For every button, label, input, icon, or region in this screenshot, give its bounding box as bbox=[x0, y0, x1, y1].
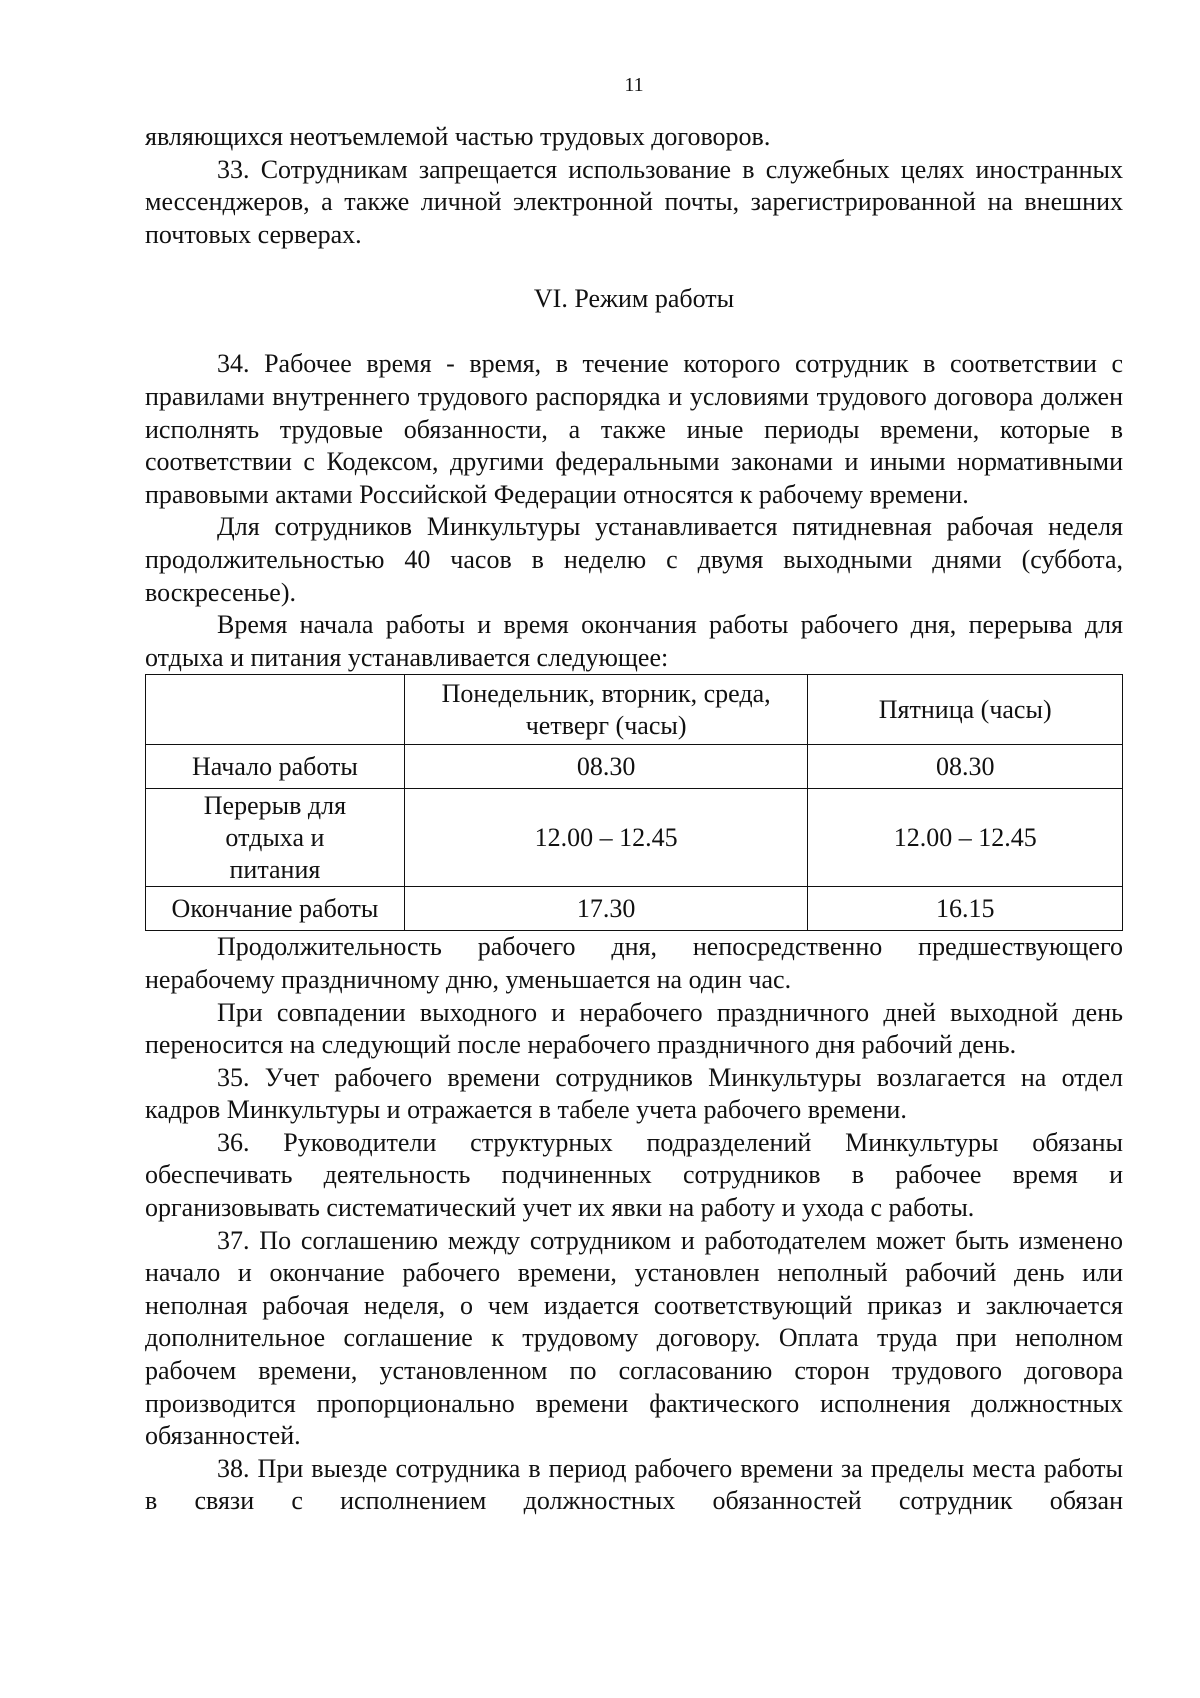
table-row bbox=[146, 789, 1123, 887]
section-title: VI. Режим работы bbox=[533, 284, 735, 314]
paragraph-continuation: являющихся неотъемлемой частью трудовых договоров. bbox=[145, 122, 771, 151]
table-cell-mon-thu: 08.30 bbox=[404, 745, 808, 789]
table-cell-mon-thu: 17.30 bbox=[404, 887, 808, 931]
table-header-empty bbox=[146, 675, 405, 745]
table-cell-label: Окончание работы bbox=[146, 887, 405, 931]
table-header-mon-thu: Понедельник, вторник, среда, четверг (часы) bbox=[404, 675, 808, 745]
table-cell-mon-thu: 12.00 – 12.45 bbox=[404, 789, 808, 887]
paragraph-work-week: Для сотрудников Минкультуры устанавливается пятидневная рабочая неделя продолжительностью 40 часов в неделю с двумя выходными днями (суббота, воскресенье). bbox=[145, 512, 1123, 607]
table-header-row bbox=[146, 675, 1123, 745]
work-schedule-table bbox=[145, 674, 1123, 931]
table-cell-fri: 16.15 bbox=[808, 887, 1123, 931]
paragraph-clause-35: 35. Учет рабочего времени сотрудников Минкультуры возлагается на отдел кадров Минкультуры и отражается в табеле учета рабочего времени. bbox=[145, 1062, 1123, 1125]
table-row bbox=[146, 887, 1123, 931]
paragraph-clause-37: 37. По соглашению между сотрудником и работодателем может быть изменено начало и окончание рабочего времени, установлен неполный рабочий день или неполная рабочая неделя, о чем издается соответствующий приказ и заключается дополнительное соглашение к трудовому договору. Оплата труда при неполном рабочем времени, установленном по согласованию сторон трудового договора производится пропорционально времени фактического исполнения должностных обязанностей. bbox=[145, 1225, 1123, 1451]
paragraph-clause-33: 33. Сотрудникам запрещается использование в служебных целях иностранных мессенджеров, а также личной электронной почты, зарегистрированной на внешних почтовых серверах. bbox=[145, 154, 1123, 249]
table-cell-label: Перерыв для отдыха и питания bbox=[146, 789, 405, 887]
table-header-fri: Пятница (часы) bbox=[808, 675, 1123, 745]
table-row bbox=[146, 745, 1123, 789]
paragraph-clause-36: 36. Руководители структурных подразделений Минкультуры обязаны обеспечивать деятельность подчиненных сотрудников в рабочее время и организовывать систематический учет их явки на работу и ухода с работы. bbox=[145, 1127, 1123, 1223]
paragraph-schedule-intro: Время начала работы и время окончания работы рабочего дня, перерыва для отдыха и питания устанавливается следующее: bbox=[145, 610, 1123, 672]
page-number: 11 bbox=[624, 74, 644, 96]
paragraph-pre-holiday: Продолжительность рабочего дня, непосредственно предшествующего нерабочему праздничному дню, уменьшается на один час. bbox=[145, 932, 1123, 994]
paragraph-clause-34: 34. Рабочее время - время, в течение которого сотрудник в соответствии с правилами внутреннего трудового распорядка и условиями трудового договора должен исполнять трудовые обязанности, а также иные периоды времени, которые в соответствии с Кодексом, другими федеральными законами и иными нормативными правовыми актами Российской Федерации относятся к рабочему времени. bbox=[145, 349, 1123, 509]
paragraph-holiday-transfer: При совпадении выходного и нерабочего праздничного дней выходной день переносится на следующий после нерабочего праздничного дня рабочий день. bbox=[145, 997, 1123, 1060]
table-cell-label: Начало работы bbox=[146, 745, 405, 789]
paragraph-clause-38: 38. При выезде сотрудника в период рабочего времени за пределы места работы в связи с исполнением должностных обязанностей сотрудник обязан bbox=[145, 1453, 1123, 1516]
table-cell-fri: 08.30 bbox=[808, 745, 1123, 789]
document-body bbox=[145, 121, 1123, 1518]
table-cell-fri: 12.00 – 12.45 bbox=[808, 789, 1123, 887]
